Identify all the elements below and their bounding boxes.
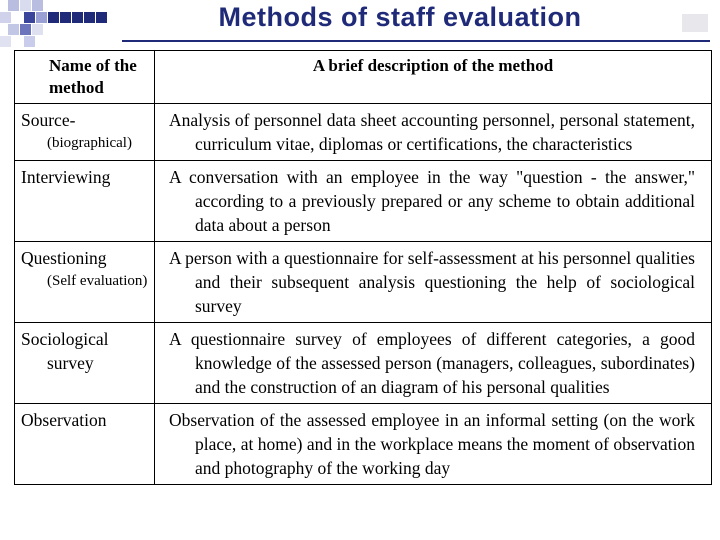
table-row [15, 161, 712, 242]
decor-square [0, 12, 11, 23]
title-underline [122, 40, 710, 42]
methods-table [14, 50, 712, 485]
column-header-name: Name of the method [15, 51, 155, 104]
decor-square [20, 0, 31, 11]
table-row [15, 323, 712, 404]
method-description: Observation of the assessed employee in an informal setting (on the work place, at home) and in the workplace means the moment of observation and photography of the working day [155, 404, 712, 485]
decor-square [72, 12, 83, 23]
method-name-cell [15, 161, 155, 242]
method-description: A questionnaire survey of employees of different categories, a good knowledge of the assessed person (managers, colleagues, subordinates) and the construction of an diagram of his personal qualities [155, 323, 712, 404]
method-name-cell [15, 242, 155, 323]
decor-square [8, 24, 19, 35]
method-name-cell [15, 404, 155, 485]
decor-square [32, 24, 43, 35]
method-name: Interviewing [21, 167, 111, 187]
method-name-sub: (biographical) [47, 135, 132, 151]
decor-square [60, 12, 71, 23]
decor-square [96, 12, 107, 23]
method-description: A conversation with an employee in the way "question - the answer," according to a previously prepared or any scheme to obtain additional data about a person [155, 161, 712, 242]
decor-square [0, 36, 11, 47]
column-header-description: A brief description of the method [155, 51, 712, 104]
decor-square [84, 12, 95, 23]
table-row [15, 242, 712, 323]
method-name-cell [15, 104, 155, 161]
method-name: Source- [21, 110, 76, 130]
corner-decoration [0, 0, 130, 44]
table-header-row [15, 51, 712, 104]
method-description: Analysis of personnel data sheet accounting personnel, personal statement, curriculum vitae, diplomas or certifications, the characteristics [155, 104, 712, 161]
slide-number-box [682, 14, 708, 32]
method-name: Sociological [21, 329, 109, 349]
method-name-sub: (Self evaluation) [47, 273, 148, 289]
method-name-sub: survey [47, 353, 94, 373]
method-name: Questioning [21, 248, 107, 268]
method-name-cell [15, 323, 155, 404]
decor-square [12, 12, 23, 23]
decor-square [20, 24, 31, 35]
method-description: A person with a questionnaire for self-assessment at his personnel qualities and their subsequent analysis questioning the help of sociological survey [155, 242, 712, 323]
table-row [15, 104, 712, 161]
method-name: Observation [21, 410, 107, 430]
decor-square [32, 0, 43, 11]
decor-square [36, 12, 47, 23]
decor-square [8, 0, 19, 11]
page-title: Methods of staff evaluation [218, 2, 582, 32]
table-row [15, 404, 712, 485]
decor-square [24, 12, 35, 23]
decor-square [48, 12, 59, 23]
decor-square [24, 36, 35, 47]
